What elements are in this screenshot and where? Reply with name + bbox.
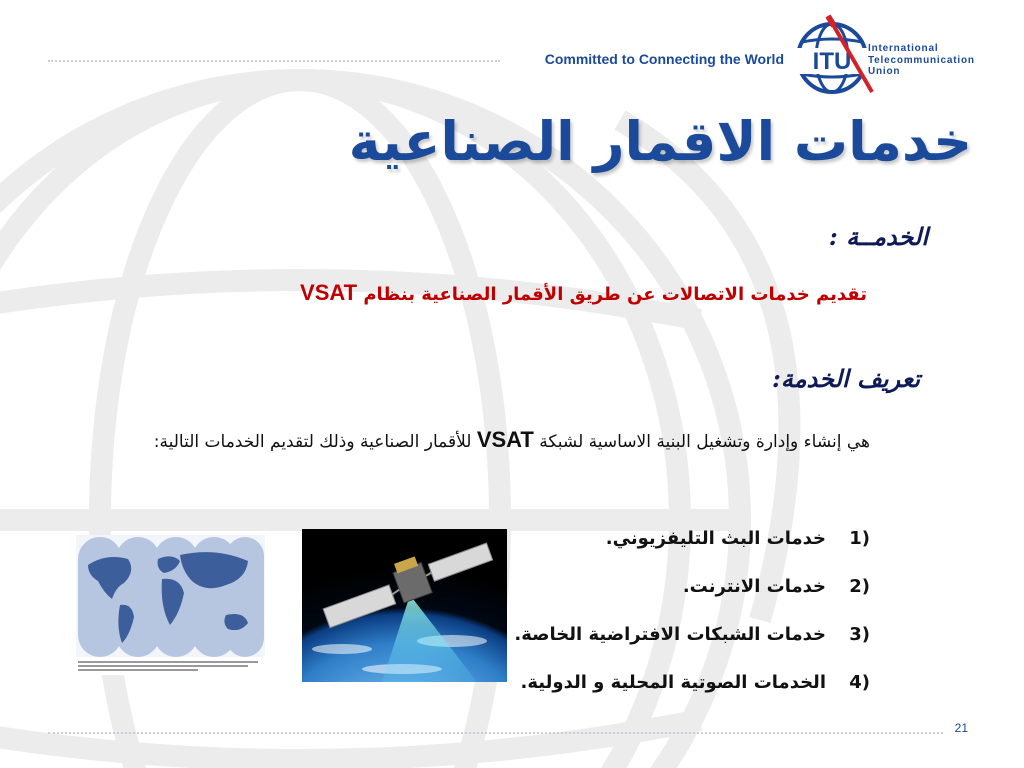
list-text: خدمات الانترنت. [682, 575, 826, 597]
list-text: الخدمات الصوتية المحلية و الدولية. [520, 671, 826, 693]
services-list [514, 514, 870, 706]
list-number: (2 [849, 575, 870, 597]
itu-org-name: International Telecommunication Union [868, 43, 975, 77]
definition-text: هي إنشاء وإدارة وتشغيل البنية الاساسية لشبكة VSAT للأقمار الصناعية وذلك لتقديم الخدمات التالية: [153, 427, 870, 452]
service-description: تقديم خدمات الاتصالات عن طريق الأقمار الصناعية بنظام VSAT [300, 280, 867, 305]
list-item [514, 610, 870, 658]
header-divider [48, 60, 500, 62]
definition-heading: تعريف الخدمة: [771, 364, 920, 393]
slide-title: خدمات الاقمار الصناعية [348, 110, 972, 173]
service-heading: الخدمــة : [828, 222, 928, 251]
list-number: (3 [849, 623, 870, 645]
list-text: خدمات البث التليفزيوني. [605, 527, 826, 549]
list-number: (4 [849, 671, 870, 693]
list-item [514, 514, 870, 562]
footer-divider [48, 732, 943, 734]
tagline: Committed to Connecting the World [544, 51, 784, 67]
coverage-map-image [76, 535, 265, 675]
list-number: (1 [849, 527, 870, 549]
page-number: 21 [954, 721, 968, 735]
list-text: خدمات الشبكات الافتراضية الخاصة. [514, 623, 826, 645]
list-item [514, 562, 870, 610]
satellite-image [302, 529, 507, 682]
list-item [514, 658, 870, 706]
itu-logo-icon [788, 12, 876, 100]
itu-acronym: ITU [812, 48, 852, 75]
